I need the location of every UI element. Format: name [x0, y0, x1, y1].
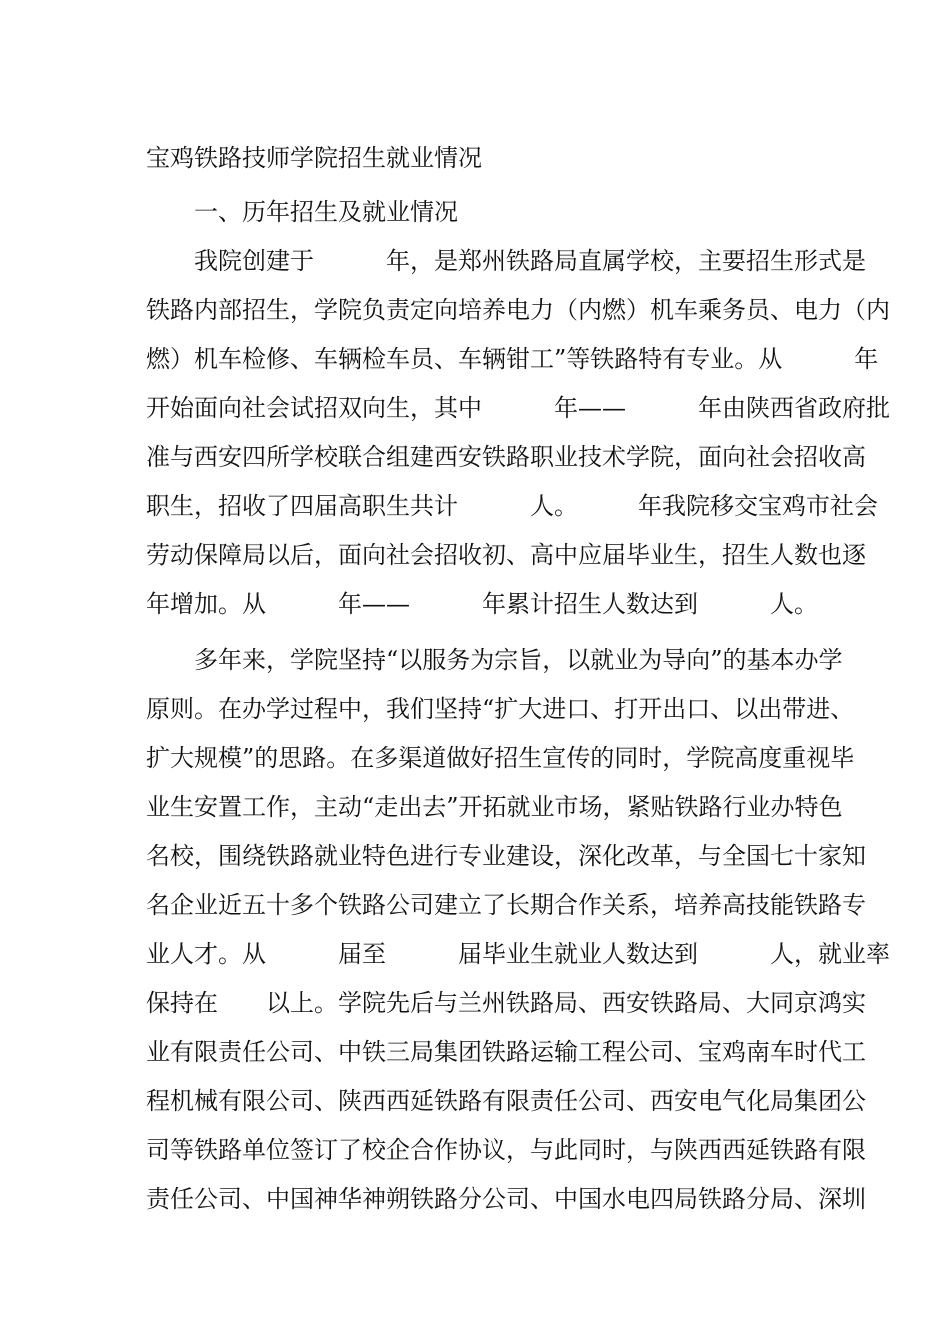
paragraph-1-line: 我院创建于 年，是郑州铁路局直属学校，主要招生形式是 [194, 247, 866, 275]
paragraph-2-line: 程机械有限公司、陕西西延铁路有限责任公司、西安电气化局集团公 [146, 1087, 866, 1115]
paragraph-2-line: 责任公司、中国神华神朔铁路分公司、中国水电四局铁路分局、深圳 [146, 1185, 866, 1213]
paragraph-2-line: 司等铁路单位签订了校企合作协议，与此同时，与陕西西延铁路有限 [146, 1136, 866, 1164]
paragraph-2-line: 保持在 以上。学院先后与兰州铁路局、西安铁路局、大同京鸿实 [146, 989, 866, 1017]
paragraph-2-line: 原则。在办学过程中，我们坚持“扩大进口、打开出口、以出带进、 [146, 695, 855, 723]
paragraph-1-line: 准与西安四所学校联合组建西安铁路职业技术学院，面向社会招收高 [146, 443, 866, 471]
paragraph-1-line: 职生，招收了四届高职生共计 人。 年我院移交宝鸡市社会 [146, 492, 878, 520]
paragraph-1-line: 劳动保障局以后，面向社会招收初、高中应届毕业生，招生人数也逐 [146, 541, 866, 569]
paragraph-1-line: 年增加。从 年—— 年累计招生人数达到 人。 [146, 590, 818, 618]
paragraph-2-line: 名企业近五十多个铁路公司建立了长期合作关系，培养高技能铁路专 [146, 891, 866, 919]
paragraph-1-line: 开始面向社会试招双向生，其中 年—— 年由陕西省政府批 [146, 394, 890, 422]
paragraph-1-line: 铁路内部招生，学院负责定向培养电力（内燃）机车乘务员、电力（内 [146, 296, 890, 324]
paragraph-2-line: 业人才。从 届至 届毕业生就业人数达到 人，就业率 [146, 940, 890, 968]
paragraph-2-line: 多年来，学院坚持“以服务为宗旨，以就业为导向”的基本办学 [194, 646, 843, 674]
paragraph-2-line: 业生安置工作，主动“走出去”开拓就业市场，紧贴铁路行业办特色 [146, 793, 843, 821]
paragraph-1-line: 燃）机车检修、车辆检车员、车辆钳工”等铁路特有专业。从 年 [146, 345, 879, 373]
document-title: 宝鸡铁路技师学院招生就业情况 [146, 144, 482, 172]
paragraph-2-line: 扩大规模”的思路。在多渠道做好招生宣传的同时，学院高度重视毕 [146, 744, 855, 772]
paragraph-2-line: 名校，围绕铁路就业特色进行专业建设，深化改革，与全国七十家知 [146, 842, 866, 870]
section-heading: 一、历年招生及就业情况 [194, 198, 458, 226]
paragraph-2-line: 业有限责任公司、中铁三局集团铁路运输工程公司、宝鸡南车时代工 [146, 1038, 866, 1066]
